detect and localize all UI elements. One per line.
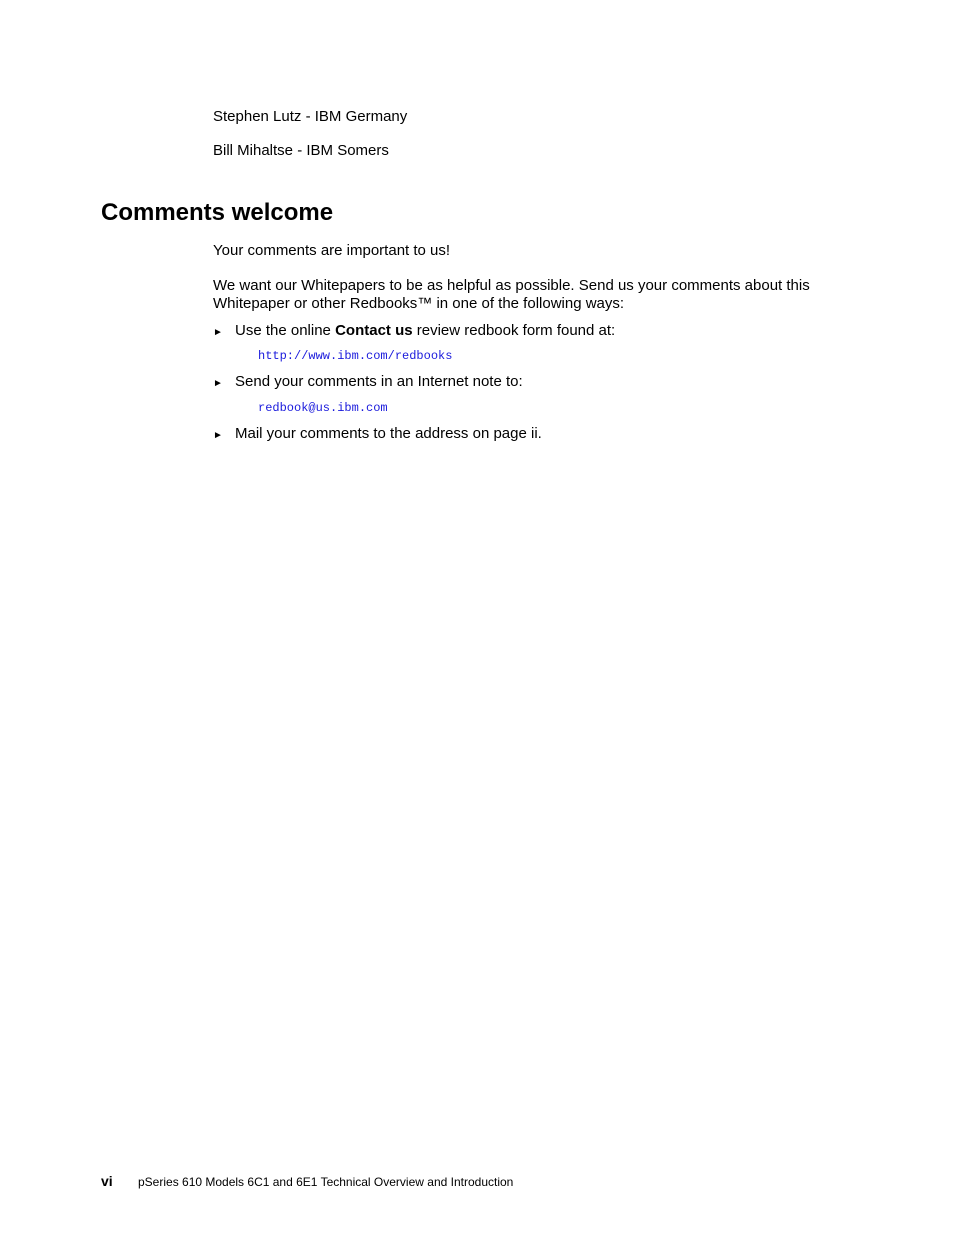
bullet-arrow-icon: ►	[213, 430, 223, 441]
bullet-arrow-icon: ►	[213, 378, 223, 389]
redbooks-url-link[interactable]: http://www.ibm.com/redbooks	[258, 349, 453, 363]
bullet-item-contact-us	[213, 322, 223, 342]
redbook-email-link[interactable]: redbook@us.ibm.com	[258, 401, 388, 415]
contributor-stephen-lutz: Stephen Lutz - IBM Germany	[213, 108, 408, 125]
section-heading: Comments welcome	[101, 199, 334, 226]
contact-us-label: Contact us	[335, 322, 413, 339]
bullet-item-contact-us-text	[235, 322, 615, 340]
bullet-arrow-icon: ►	[213, 327, 223, 338]
bullet-prefix: Use the online	[235, 322, 336, 339]
bullet-item-email-text: Send your comments in an Internet note to:	[235, 373, 523, 390]
footer-page-number: vi	[101, 1173, 113, 1189]
bullet-item-mail-text: Mail your comments to the address on page ii.	[235, 425, 542, 442]
bullet-suffix: review redbook form found at:	[412, 322, 616, 339]
bullet-item-email	[213, 373, 223, 393]
footer-book-title: pSeries 610 Models 6C1 and 6E1 Technical Overview and Introduction	[138, 1175, 514, 1189]
contributor-bill-mihaltse: Bill Mihaltse - IBM Somers	[213, 142, 389, 159]
intro-paragraph: We want our Whitepapers to be as helpful as possible. Send us your comments about this Whitepaper or other Redbooks™ in one of the following ways:	[213, 277, 810, 312]
intro-text: Your comments are important to us!	[213, 242, 451, 259]
bullet-item-mail	[213, 425, 223, 445]
